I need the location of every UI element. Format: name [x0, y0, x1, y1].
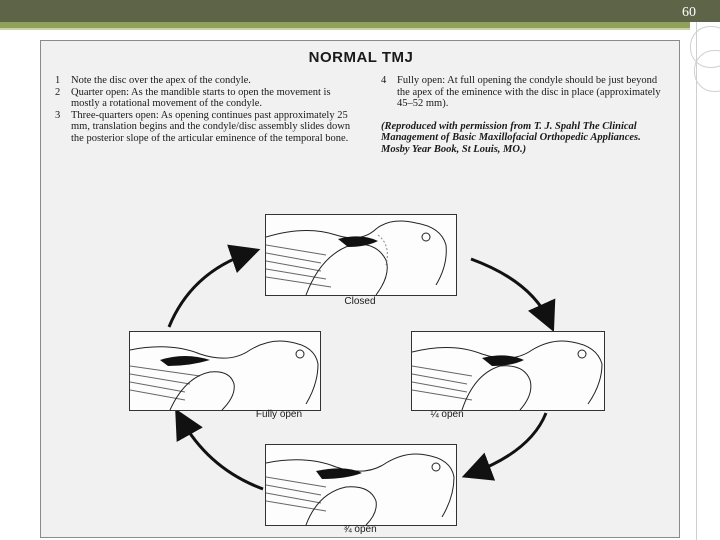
figure-title: NORMAL TMJ — [308, 49, 414, 66]
arrow-closed-to-quarter — [471, 259, 549, 321]
panel-fully-open — [129, 331, 321, 411]
step-number: 2 — [55, 86, 61, 98]
tmj-figure — [40, 40, 680, 538]
panel-quarter-open — [411, 331, 605, 411]
slide-corner-decoration-2 — [694, 50, 720, 92]
panel-caption-fully-open: Fully open — [255, 409, 303, 420]
step-number: 3 — [55, 109, 61, 121]
slide-right-rule — [696, 22, 697, 540]
slide-number: 60 — [682, 5, 696, 20]
panel-caption-three-quarter-open: ¾ open — [343, 524, 377, 535]
slide-header-accent-line — [0, 28, 690, 30]
panel-caption-quarter-open: ¼ open — [430, 409, 464, 420]
tmj-closed-illustration — [266, 215, 456, 295]
panel-three-quarter-open — [265, 444, 457, 526]
step-text: Quarter open: As the mandible starts to open the movement is mostly a rotational movement of the condyle. — [71, 86, 331, 109]
panel-caption-closed: Closed — [344, 296, 376, 307]
step-text: Note the disc over the apex of the condyle. — [71, 75, 251, 86]
figure-credit: (Reproduced with permission from T. J. Spahl The Clinical Management of Basic Maxillofacial Orthopedic Appliances. Mosby Year Book, St Louis, MO.) — [381, 120, 641, 155]
tmj-three-quarter-open-illustration — [266, 445, 456, 525]
step-number: 1 — [55, 75, 61, 86]
step-number: 4 — [381, 75, 387, 86]
tmj-fully-open-illustration — [130, 332, 320, 410]
tmj-quarter-open-illustration — [412, 332, 604, 410]
slide-header-bar — [0, 0, 720, 22]
step-text: Fully open: At full opening the condyle should be just beyond the apex of the eminence with the disc in place (approximately 45–52 mm). — [397, 75, 661, 109]
arrow-fully-to-closed — [169, 253, 249, 327]
arrow-three-quarter-to-fully — [181, 419, 263, 489]
panel-closed — [265, 214, 457, 296]
arrow-quarter-to-three-quarter — [473, 413, 546, 473]
step-text: Three-quarters open: As opening continues past approximately 25 mm, translation begins and the condyle/disc assembly slides down the posterior slope of the articular eminence of the temporal bone. — [71, 109, 351, 144]
